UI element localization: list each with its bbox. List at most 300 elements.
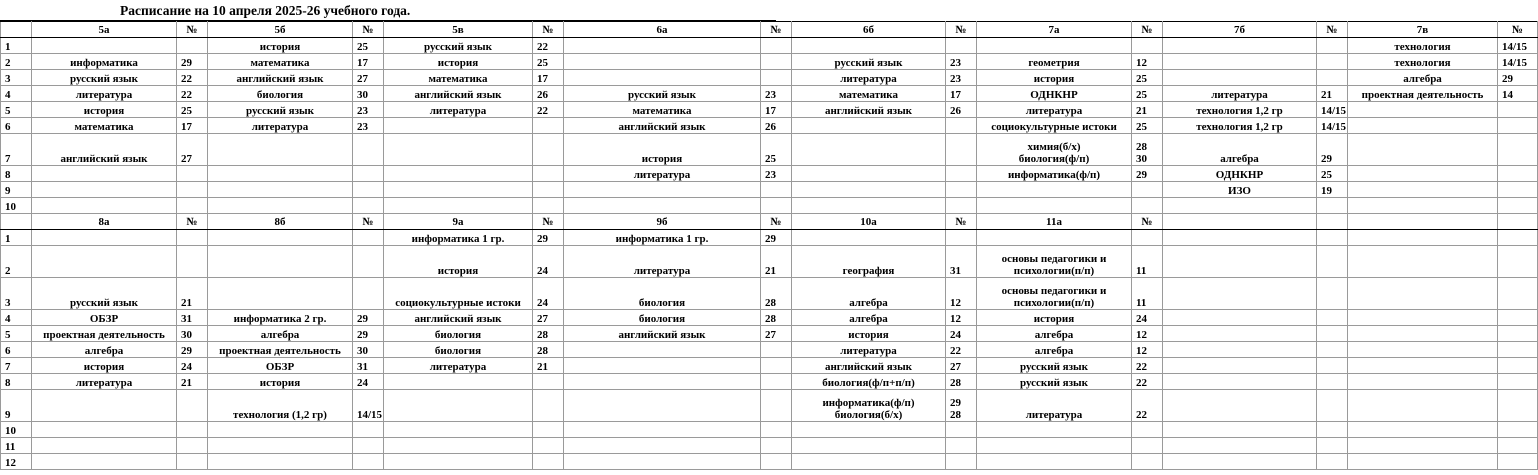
room-number — [761, 390, 792, 422]
room-number — [1498, 246, 1538, 278]
room-header: № — [946, 214, 977, 230]
subject-cell: литература — [977, 390, 1132, 422]
room-number: 27 — [946, 358, 977, 374]
room-number: 28 — [761, 310, 792, 326]
subject-cell: английский язык — [792, 102, 946, 118]
table-row — [1, 422, 1538, 438]
subject-cell: литература — [208, 118, 353, 134]
subject-cell: биология — [384, 326, 533, 342]
room-number — [533, 422, 564, 438]
subject-cell: алгебра — [1348, 70, 1498, 86]
lesson-number-header — [1, 22, 32, 38]
room-number: 29 — [761, 230, 792, 246]
room-number — [1498, 134, 1538, 166]
room-number — [761, 438, 792, 454]
room-number: 25 — [761, 134, 792, 166]
subject-cell: русский язык — [977, 374, 1132, 390]
room-number: 26 — [761, 118, 792, 134]
subject-cell — [977, 454, 1132, 470]
room-number: 21 — [761, 246, 792, 278]
room-number: 24 — [353, 374, 384, 390]
room-number: 22 — [946, 342, 977, 358]
subject-cell — [1163, 54, 1317, 70]
room-number: 19 — [1317, 182, 1348, 198]
room-header: № — [177, 22, 208, 38]
lesson-number: 5 — [1, 102, 32, 118]
subject-cell: проектная деятельность — [208, 342, 353, 358]
subject-cell — [32, 38, 177, 54]
table-row — [1, 182, 1538, 198]
lesson-number: 11 — [1, 438, 32, 454]
subject-cell: литература — [564, 246, 761, 278]
room-header: № — [1498, 22, 1538, 38]
room-number: 25 — [1132, 118, 1163, 134]
class-header: 8а — [32, 214, 177, 230]
subject-cell — [564, 342, 761, 358]
table-row — [1, 38, 1538, 54]
class-header: 7в — [1348, 22, 1498, 38]
subject-cell — [792, 166, 946, 182]
room-number: 29 — [353, 310, 384, 326]
room-number — [761, 454, 792, 470]
room-number — [1317, 198, 1348, 214]
table-row — [1, 230, 1538, 246]
room-number — [533, 198, 564, 214]
room-number: 27 — [353, 70, 384, 86]
subject-cell — [32, 454, 177, 470]
room-number: 25 — [353, 38, 384, 54]
room-number — [946, 438, 977, 454]
lesson-number: 6 — [1, 342, 32, 358]
room-number: 12 — [1132, 342, 1163, 358]
lesson-number: 6 — [1, 118, 32, 134]
room-number: 30 — [353, 342, 384, 358]
subject-cell: литература — [977, 102, 1132, 118]
subject-cell — [977, 182, 1132, 198]
subject-cell: математика — [792, 86, 946, 102]
subject-cell — [384, 198, 533, 214]
room-number — [761, 38, 792, 54]
room-number — [1498, 166, 1538, 182]
subject-cell: история — [32, 102, 177, 118]
subject-cell: проектная деятельность — [1348, 86, 1498, 102]
subject-cell: литература — [1163, 86, 1317, 102]
room-header — [1317, 214, 1348, 230]
page-title: Расписание на 10 апреля 2025-26 учебного года. — [120, 3, 411, 18]
room-header: № — [946, 22, 977, 38]
subject-cell: биология — [564, 278, 761, 310]
subject-cell — [564, 454, 761, 470]
subject-cell — [1163, 326, 1317, 342]
subject-cell: геометрия — [977, 54, 1132, 70]
room-number — [1498, 326, 1538, 342]
room-number — [1132, 454, 1163, 470]
room-number: 14 — [1498, 86, 1538, 102]
room-number: 29 — [1317, 134, 1348, 166]
subject-cell: алгебра — [1163, 134, 1317, 166]
lesson-number: 5 — [1, 326, 32, 342]
room-number: 17 — [761, 102, 792, 118]
subject-cell — [208, 134, 353, 166]
subject-cell — [792, 134, 946, 166]
subject-cell — [208, 230, 353, 246]
subject-cell: история — [32, 358, 177, 374]
room-number — [1132, 438, 1163, 454]
table-row — [1, 358, 1538, 374]
class-header: 9а — [384, 214, 533, 230]
room-number: 27 — [533, 310, 564, 326]
subject-cell — [792, 38, 946, 54]
room-number: 28 — [533, 326, 564, 342]
subject-cell — [564, 358, 761, 374]
subject-cell: литература — [792, 70, 946, 86]
lesson-number: 3 — [1, 70, 32, 86]
room-number — [177, 454, 208, 470]
room-header: № — [177, 214, 208, 230]
room-number — [1498, 182, 1538, 198]
subject-cell: химия(б/х) биология(ф/п) — [977, 134, 1132, 166]
class-header: 5а — [32, 22, 177, 38]
subject-cell — [1348, 118, 1498, 134]
room-number: 11 — [1132, 246, 1163, 278]
room-number — [761, 54, 792, 70]
subject-cell: русский язык — [384, 38, 533, 54]
room-number — [1498, 454, 1538, 470]
room-header: № — [533, 22, 564, 38]
room-number — [177, 166, 208, 182]
table-row — [1, 278, 1538, 310]
table-row — [1, 326, 1538, 342]
room-number: 25 — [1132, 86, 1163, 102]
room-number: 22 — [177, 86, 208, 102]
subject-cell: английский язык — [384, 86, 533, 102]
room-number — [177, 230, 208, 246]
lesson-number: 7 — [1, 358, 32, 374]
subject-cell — [32, 166, 177, 182]
room-number — [177, 246, 208, 278]
room-number: 14/15 — [1317, 102, 1348, 118]
room-number — [946, 182, 977, 198]
room-number — [1498, 230, 1538, 246]
room-number: 23 — [761, 86, 792, 102]
room-number — [1132, 38, 1163, 54]
room-number — [761, 182, 792, 198]
subject-cell — [977, 422, 1132, 438]
subject-cell — [1348, 102, 1498, 118]
room-number — [761, 358, 792, 374]
table-row — [1, 374, 1538, 390]
room-number: 23 — [946, 54, 977, 70]
subject-cell — [1163, 278, 1317, 310]
subject-cell — [384, 390, 533, 422]
subject-cell — [384, 118, 533, 134]
subject-cell: ОБЗР — [208, 358, 353, 374]
subject-cell: русский язык — [792, 54, 946, 70]
subject-cell: английский язык — [208, 70, 353, 86]
subject-cell — [1163, 422, 1317, 438]
room-number — [761, 422, 792, 438]
subject-cell — [384, 422, 533, 438]
room-header: № — [1317, 22, 1348, 38]
subject-cell — [792, 182, 946, 198]
subject-cell — [1348, 326, 1498, 342]
subject-cell: биология — [384, 342, 533, 358]
subject-cell: технология — [1348, 54, 1498, 70]
room-number — [946, 454, 977, 470]
room-number — [1132, 198, 1163, 214]
subject-cell: информатика(ф/п) — [977, 166, 1132, 182]
class-header: 7а — [977, 22, 1132, 38]
room-number: 21 — [1317, 86, 1348, 102]
subject-cell: история — [384, 246, 533, 278]
room-number — [1317, 422, 1348, 438]
subject-cell: биология — [564, 310, 761, 326]
room-number — [353, 230, 384, 246]
lesson-number: 4 — [1, 310, 32, 326]
room-number — [1317, 278, 1348, 310]
room-number — [761, 198, 792, 214]
subject-cell — [1348, 198, 1498, 214]
room-number: 28 30 — [1132, 134, 1163, 166]
class-header: 5б — [208, 22, 353, 38]
class-header: 11а — [977, 214, 1132, 230]
room-number: 14/15 — [1317, 118, 1348, 134]
room-number: 21 — [1132, 102, 1163, 118]
subject-cell — [384, 166, 533, 182]
subject-cell — [564, 422, 761, 438]
room-number: 24 — [533, 246, 564, 278]
room-number — [1317, 310, 1348, 326]
room-number: 24 — [533, 278, 564, 310]
subject-cell: история — [977, 70, 1132, 86]
subject-cell — [32, 198, 177, 214]
room-number — [946, 198, 977, 214]
room-number — [353, 134, 384, 166]
table-row — [1, 246, 1538, 278]
subject-cell — [1163, 454, 1317, 470]
room-number: 21 — [177, 374, 208, 390]
room-number: 27 — [177, 134, 208, 166]
room-number — [761, 374, 792, 390]
room-number — [1317, 230, 1348, 246]
lesson-number: 12 — [1, 454, 32, 470]
subject-cell — [792, 198, 946, 214]
subject-cell: история — [384, 54, 533, 70]
room-number — [1317, 390, 1348, 422]
table-row — [1, 198, 1538, 214]
subject-cell — [208, 422, 353, 438]
subject-cell: математика — [384, 70, 533, 86]
subject-cell: технология — [1348, 38, 1498, 54]
room-number — [353, 166, 384, 182]
subject-cell — [564, 438, 761, 454]
lesson-number: 9 — [1, 182, 32, 198]
subject-cell — [1348, 342, 1498, 358]
subject-cell: история — [208, 38, 353, 54]
lesson-number: 8 — [1, 166, 32, 182]
subject-cell — [1163, 230, 1317, 246]
room-number: 21 — [177, 278, 208, 310]
room-number — [353, 454, 384, 470]
subject-cell — [977, 38, 1132, 54]
lesson-number: 9 — [1, 390, 32, 422]
room-header: № — [1132, 214, 1163, 230]
room-number: 17 — [533, 70, 564, 86]
subject-cell: литература — [32, 374, 177, 390]
subject-cell: русский язык — [32, 70, 177, 86]
subject-cell — [1348, 422, 1498, 438]
subject-cell: история — [564, 134, 761, 166]
room-number: 25 — [1317, 166, 1348, 182]
subject-cell — [564, 374, 761, 390]
table-row — [1, 438, 1538, 454]
subject-cell — [32, 182, 177, 198]
room-number — [177, 38, 208, 54]
room-number: 22 — [1132, 374, 1163, 390]
subject-cell — [564, 198, 761, 214]
room-number: 14/15 — [1498, 54, 1538, 70]
subject-cell: ОДНКНР — [1163, 166, 1317, 182]
subject-cell — [1348, 182, 1498, 198]
subject-cell — [1163, 342, 1317, 358]
subject-cell: русский язык — [208, 102, 353, 118]
subject-cell: алгебра — [32, 342, 177, 358]
room-number: 29 — [177, 54, 208, 70]
subject-cell — [32, 438, 177, 454]
class-header — [1163, 214, 1317, 230]
room-number — [1498, 374, 1538, 390]
room-number — [353, 422, 384, 438]
room-number — [1317, 326, 1348, 342]
subject-cell — [1348, 454, 1498, 470]
room-number: 28 — [946, 374, 977, 390]
room-number — [1317, 38, 1348, 54]
subject-cell — [1163, 198, 1317, 214]
class-header: 5в — [384, 22, 533, 38]
subject-cell — [564, 390, 761, 422]
room-number — [177, 422, 208, 438]
subject-cell — [1163, 70, 1317, 86]
lesson-number: 1 — [1, 230, 32, 246]
class-header: 9б — [564, 214, 761, 230]
subject-cell: информатика 1 гр. — [564, 230, 761, 246]
subject-cell: английский язык — [564, 326, 761, 342]
room-number — [1317, 246, 1348, 278]
subject-cell: русский язык — [564, 86, 761, 102]
subject-cell — [1163, 38, 1317, 54]
subject-cell: литература — [564, 166, 761, 182]
subject-cell: алгебра — [792, 310, 946, 326]
class-header: 7б — [1163, 22, 1317, 38]
subject-cell — [1348, 278, 1498, 310]
subject-cell: русский язык — [977, 358, 1132, 374]
room-number: 29 — [177, 342, 208, 358]
table-row — [1, 54, 1538, 70]
subject-cell — [32, 246, 177, 278]
room-number — [1317, 358, 1348, 374]
subject-cell — [208, 278, 353, 310]
room-number — [946, 134, 977, 166]
subject-cell: литература — [792, 342, 946, 358]
room-number: 23 — [761, 166, 792, 182]
room-number: 28 — [533, 342, 564, 358]
lesson-number: 1 — [1, 38, 32, 54]
subject-cell: литература — [384, 358, 533, 374]
room-number — [1498, 278, 1538, 310]
room-number: 31 — [177, 310, 208, 326]
room-number: 29 — [353, 326, 384, 342]
room-number — [1498, 118, 1538, 134]
room-header — [1498, 214, 1538, 230]
table-row — [1, 102, 1538, 118]
subject-cell — [208, 166, 353, 182]
room-number — [177, 182, 208, 198]
room-number: 31 — [946, 246, 977, 278]
subject-cell — [977, 438, 1132, 454]
room-number — [1498, 422, 1538, 438]
subject-cell: история — [208, 374, 353, 390]
subject-cell: технология 1,2 гр — [1163, 118, 1317, 134]
room-number: 12 — [946, 310, 977, 326]
subject-cell: математика — [564, 102, 761, 118]
subject-cell: социокультурные истоки — [384, 278, 533, 310]
room-number — [1498, 198, 1538, 214]
subject-cell: английский язык — [564, 118, 761, 134]
lesson-number: 7 — [1, 134, 32, 166]
subject-cell: английский язык — [384, 310, 533, 326]
subject-cell — [208, 198, 353, 214]
subject-cell — [1348, 358, 1498, 374]
subject-cell: биология(ф/п+п/п) — [792, 374, 946, 390]
subject-cell — [1163, 246, 1317, 278]
room-number — [353, 182, 384, 198]
subject-cell: социокультурные истоки — [977, 118, 1132, 134]
subject-cell — [1163, 358, 1317, 374]
room-number — [353, 278, 384, 310]
subject-cell: география — [792, 246, 946, 278]
subject-cell: информатика(ф/п) биология(б/х) — [792, 390, 946, 422]
subject-cell: алгебра — [977, 326, 1132, 342]
subject-cell — [1348, 374, 1498, 390]
subject-cell — [1348, 310, 1498, 326]
subject-cell — [32, 422, 177, 438]
subject-cell — [792, 118, 946, 134]
subject-cell — [1348, 166, 1498, 182]
room-number — [1317, 342, 1348, 358]
room-number — [1498, 358, 1538, 374]
subject-cell — [792, 438, 946, 454]
room-number — [761, 342, 792, 358]
room-number: 22 — [177, 70, 208, 86]
room-number — [533, 438, 564, 454]
room-number: 23 — [946, 70, 977, 86]
subject-cell: технология (1,2 гр) — [208, 390, 353, 422]
subject-cell: математика — [208, 54, 353, 70]
class-header: 10а — [792, 214, 946, 230]
room-number — [1498, 390, 1538, 422]
subject-cell — [208, 246, 353, 278]
class-header: 8б — [208, 214, 353, 230]
room-number — [946, 118, 977, 134]
table-row — [1, 454, 1538, 470]
room-number — [533, 374, 564, 390]
table-row — [1, 166, 1538, 182]
room-number — [1132, 422, 1163, 438]
table-row — [1, 70, 1538, 86]
subject-cell: информатика 2 гр. — [208, 310, 353, 326]
subject-cell: ИЗО — [1163, 182, 1317, 198]
room-number — [533, 454, 564, 470]
